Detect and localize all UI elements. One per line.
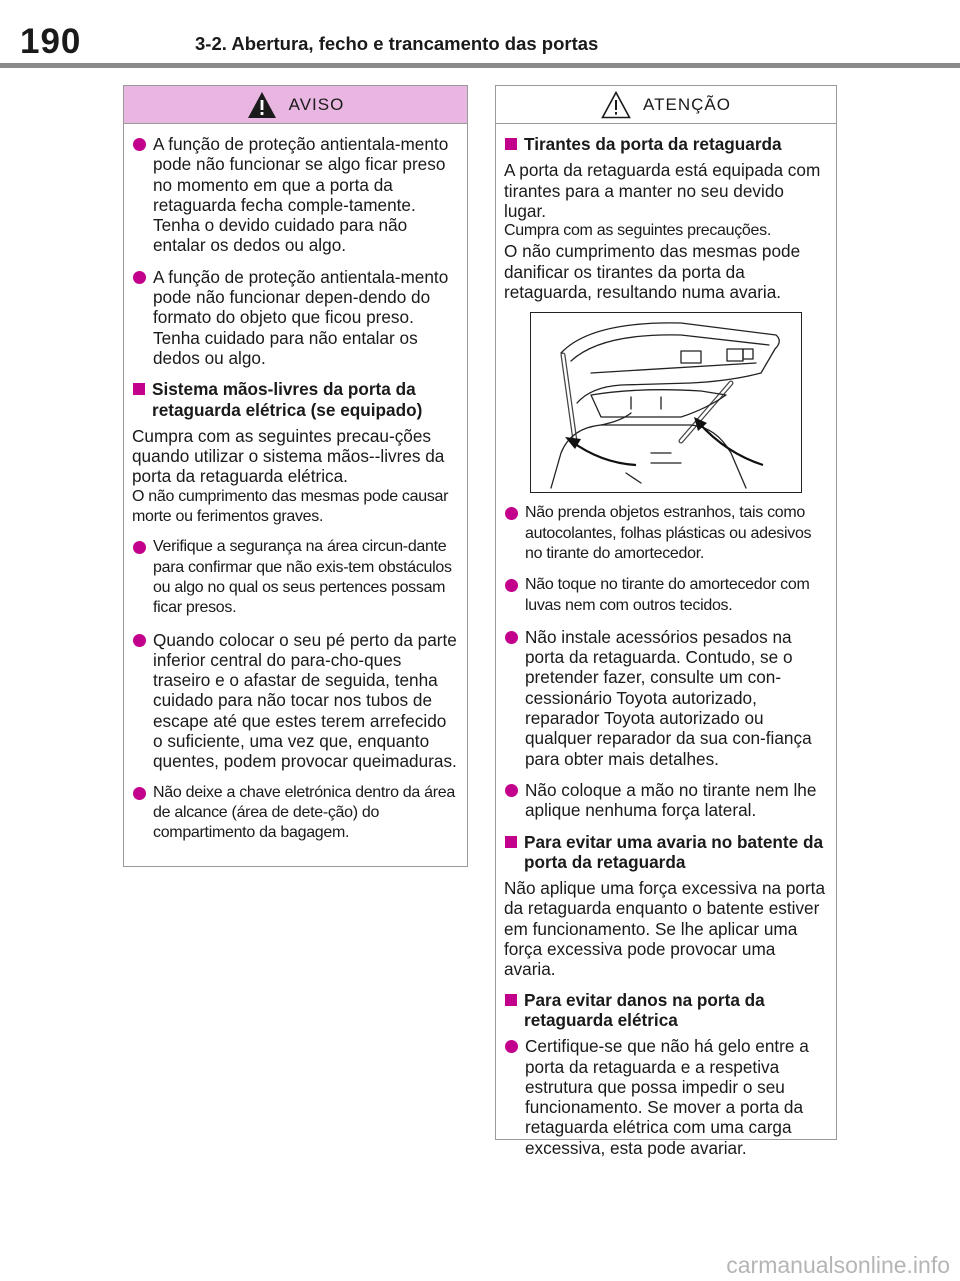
section-heading (496, 832, 836, 873)
bullet-text: Não toque no tirante do amortecedor com luvas nem com outros tecidos. (525, 576, 810, 614)
bullet-text: A função de proteção antientala-mento pode não funcionar se algo ficar preso no momento em que a porta da retaguarda fecha comple-tamente. Tenha o devido cuidado para não entalar os dedos ou algo. (153, 134, 449, 256)
paragraph: Não aplique uma força excessiva na porta da retaguarda enquanto o batente estiver em funcionamento. Se lhe aplicar uma força excessiva pode provocar uma avaria. (504, 878, 826, 980)
bullet-dot-icon (133, 138, 146, 151)
warning-triangle-icon (247, 91, 277, 119)
list-item (124, 267, 467, 368)
section-square-icon (505, 836, 517, 848)
chapter-title: 3-2. Abertura, fecho e trancamento das portas (195, 33, 599, 54)
section-square-icon (505, 994, 517, 1006)
section-heading (496, 134, 836, 154)
page-number: 190 (20, 22, 82, 61)
paragraph: A porta da retaguarda está equipada com tirantes para a manter no seu devido lugar. (504, 160, 821, 221)
bullet-text: Não prenda objetos estranhos, tais como autocolantes, folhas plásticas ou adesivos no tirante do amortecedor. (525, 504, 812, 562)
bullet-dot-icon (505, 631, 518, 644)
atencao-box (495, 85, 837, 1158)
section-heading (124, 379, 467, 420)
section-heading (496, 990, 836, 1031)
bullet-dot-icon (505, 507, 518, 520)
bullet-dot-icon (133, 787, 146, 800)
paragraph: Cumpra com as seguintes precau-ções quando utilizar o sistema mãos--livres da porta da retaguarda elétrica. (132, 425, 445, 487)
header-rule (0, 63, 960, 68)
list-item (124, 134, 467, 256)
aviso-title: AVISO (288, 94, 345, 114)
section-title: Para evitar uma avaria no batente da porta da retaguarda (524, 831, 824, 872)
aviso-body (124, 124, 467, 844)
list-item (496, 1036, 836, 1158)
list-item (496, 780, 836, 821)
bullet-text: Verifique a segurança na área circun-dante para confirmar que não exis-tem obstáculos ou algo no qual os seus pertences possam ficar presos. (153, 538, 452, 617)
caution-triangle-icon (601, 91, 631, 119)
section-title: Sistema mãos-livres da porta da retaguarda elétrica (se equipado) (152, 379, 423, 420)
bullet-dot-icon (133, 541, 146, 554)
aviso-box (123, 85, 468, 867)
bullet-text: Quando colocar o seu pé perto da parte inferior central do para-cho-ques traseiro e o afastar de seguida, tenha cuidado para não tocar nos tubos de escape até que estes terem arrefecido o suficiente, uma vez que, enquanto quentes, podem provocar queimaduras. (153, 629, 457, 772)
bullet-dot-icon (505, 579, 518, 592)
list-item (124, 783, 467, 844)
atencao-title: ATENÇÃO (643, 94, 731, 114)
list-item (124, 537, 467, 618)
bullet-dot-icon (505, 784, 518, 797)
tailgate-drawing (531, 313, 800, 491)
section-square-icon (133, 383, 145, 395)
atencao-header (496, 86, 836, 124)
page-header (0, 0, 960, 70)
section-title: Tirantes da porta da retaguarda (524, 134, 782, 154)
list-item (496, 627, 836, 769)
bullet-text: Certifique-se que não há gelo entre a porta da retaguarda e a respetiva estrutura que possa impedir o seu funcionamento. Se mover a porta da retaguarda elétrica com uma carga excessiva, esta pode avariar. (525, 1036, 809, 1158)
section-title: Para evitar danos na porta da retaguarda elétrica (524, 989, 765, 1030)
list-item (124, 630, 467, 772)
paragraph: O não cumprimento das mesmas pode danificar os tirantes da porta da retaguarda, resultando numa avaria. (504, 241, 801, 303)
bullet-text: Não deixe a chave eletrónica dentro da área de alcance (área de dete-ção) do compartimento da bagagem. (153, 783, 455, 842)
paragraph: O não cumprimento das mesmas pode causar morte ou ferimentos graves. (132, 487, 449, 526)
list-item (496, 503, 836, 564)
paragraph: Cumpra com as seguintes precauções. (504, 222, 771, 240)
bullet-dot-icon (505, 1040, 518, 1053)
atencao-body (496, 124, 836, 1158)
bullet-text: Não instale acessórios pesados na porta da retaguarda. Contudo, se o pretender fazer, consulte um con-cessionário Toyota autorizado, reparador Toyota autorizado ou qualquer reparador da sua con-fiança para obter mais detalhes. (525, 626, 812, 769)
tailgate-strut-illustration (530, 312, 802, 493)
bullet-dot-icon (133, 271, 146, 284)
bullet-text: Não coloque a mão no tirante nem lhe aplique nenhuma força lateral. (525, 779, 817, 821)
watermark: carmanualsonline.info (726, 1252, 950, 1278)
bullet-text: A função de proteção antientala-mento pode não funcionar depen-dendo do formato do objeto que ficou preso. Tenha cuidado para não entalar os dedos ou algo. (153, 266, 449, 368)
aviso-header (124, 86, 467, 124)
section-square-icon (505, 138, 517, 150)
bullet-dot-icon (133, 634, 146, 647)
list-item (496, 575, 836, 616)
